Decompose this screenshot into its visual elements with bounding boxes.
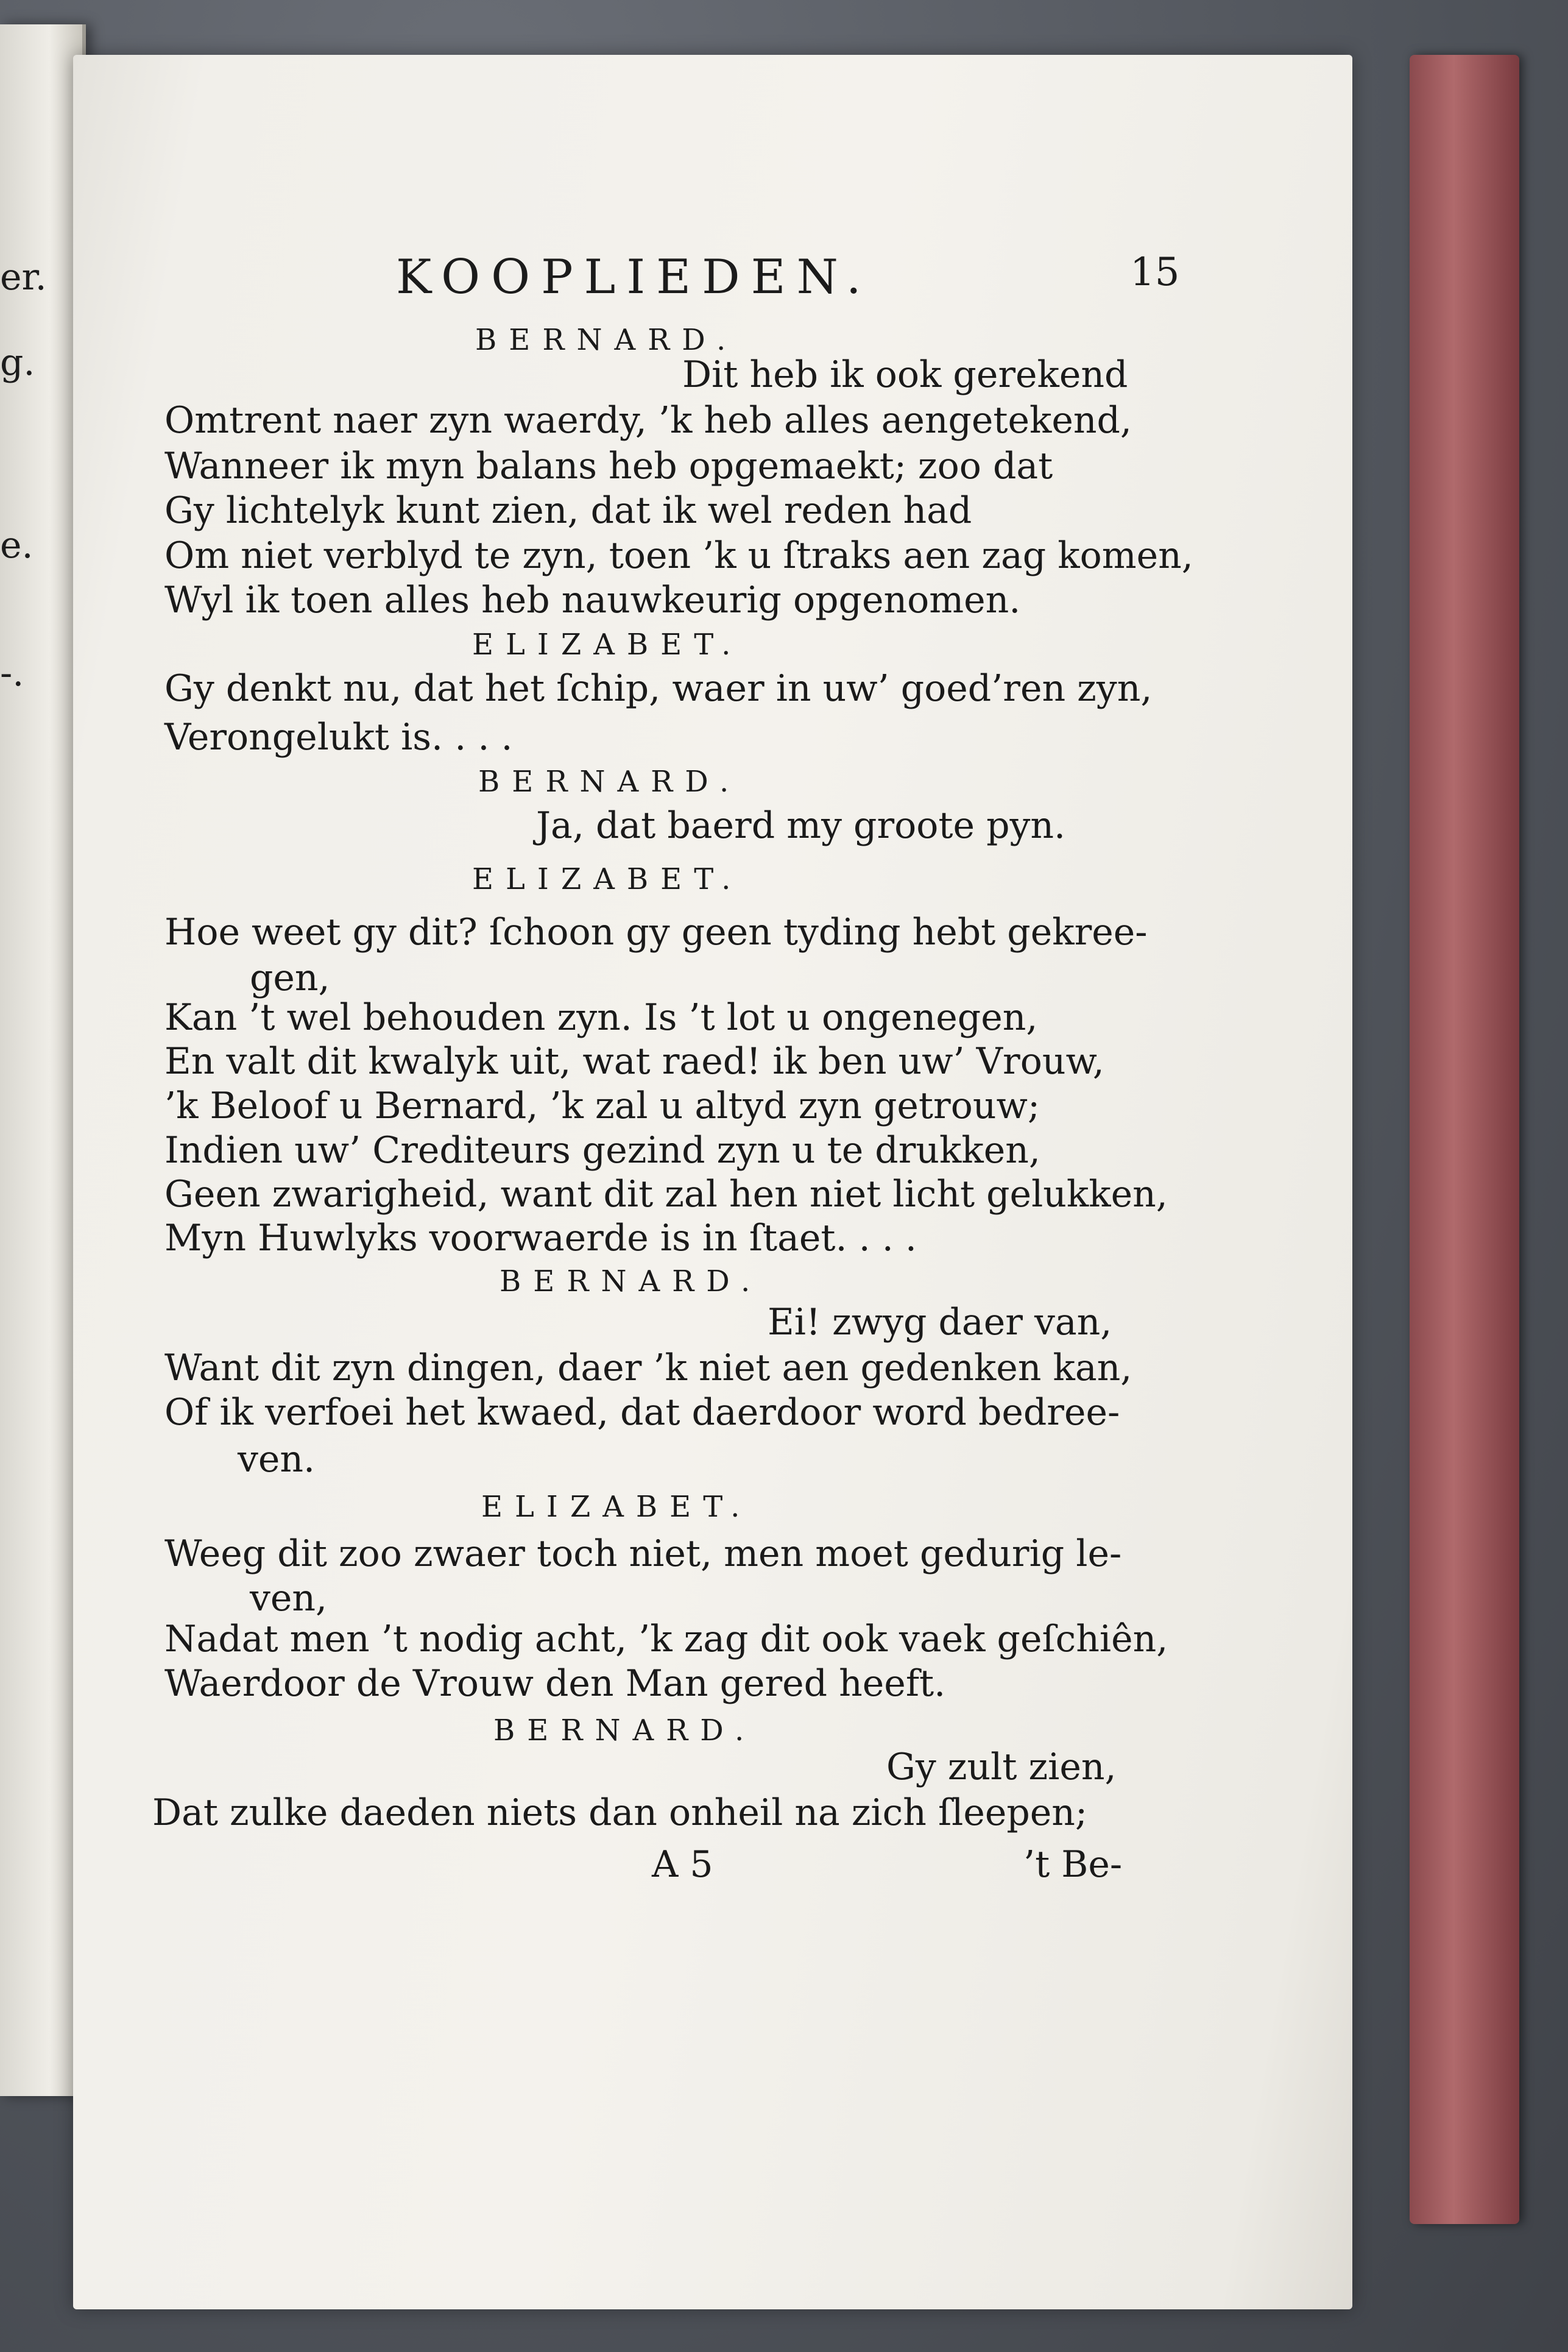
book-cover-edge: [1410, 55, 1519, 2224]
verse-line: Dit heb ik ook gerekend: [682, 353, 1128, 396]
facing-page-fragment: er.: [0, 256, 47, 299]
verse-line: Dat zulke daeden niets dan onheil na zich ſleepen;: [152, 1791, 1088, 1834]
verse-line: Kan ’t wel behouden zyn. Is ’t lot u ongenegen,: [164, 996, 1038, 1039]
verse-line: Gy zult zien,: [886, 1746, 1117, 1788]
speaker-name: BERNARD.: [475, 323, 738, 357]
verse-line: Weeg dit zoo zwaer toch niet, men moet gedurig le-: [164, 1532, 1122, 1575]
speaker-name: BERNARD.: [493, 1713, 757, 1748]
facing-page-fragment: -.: [0, 652, 24, 695]
verse-line: Of ik verfoei het kwaed, dat daerdoor word bedree-: [164, 1391, 1120, 1434]
verse-line: ven.: [238, 1438, 316, 1481]
verse-line: Gy denkt nu, dat het ſchip, waer in uw’ goed’ren zyn,: [164, 667, 1153, 710]
catchword: ’t Be-: [1023, 1843, 1123, 1886]
verse-line: ven,: [250, 1577, 328, 1620]
book-page: [73, 55, 1352, 2309]
facing-page-fragment: e.: [0, 524, 34, 567]
printer-signature: A 5: [652, 1843, 713, 1886]
facing-page-fragment: g.: [0, 341, 35, 384]
speaker-name: ELIZABET.: [472, 628, 743, 662]
verse-line: Nadat men ’t nodig acht, ’k zag dit ook vaek geſchiên,: [164, 1618, 1168, 1660]
verse-line: Verongelukt is. . . .: [164, 716, 513, 759]
verse-line: ’k Beloof u Bernard, ’k zal u altyd zyn getrouw;: [164, 1085, 1040, 1127]
running-title: KOOPLIEDEN.: [396, 250, 872, 305]
verse-line: Geen zwarigheid, want dit zal hen niet licht gelukken,: [164, 1173, 1168, 1216]
verse-line: Wanneer ik myn balans heb opgemaekt; zoo dat: [164, 445, 1053, 487]
speaker-name: BERNARD.: [500, 1264, 763, 1298]
speaker-name: BERNARD.: [478, 765, 741, 799]
speaker-name: ELIZABET.: [481, 1490, 752, 1524]
verse-line: Wyl ik toen alles heb nauwkeurig opgenomen.: [164, 579, 1021, 622]
verse-line: Myn Huwlyks voorwaerde is in ſtaet. . . .: [164, 1217, 917, 1259]
verse-line: Indien uw’ Crediteurs gezind zyn u te drukken,: [164, 1129, 1040, 1172]
verse-line: En valt dit kwalyk uit, wat raed! ik ben uw’ Vrouw,: [164, 1040, 1104, 1083]
verse-line: Om niet verblyd te zyn, toen ’k u ſtraks aen zag komen,: [164, 534, 1193, 577]
verse-line: Hoe weet gy dit? ſchoon gy geen tyding hebt gekree-: [164, 911, 1148, 954]
page-number: 15: [1130, 250, 1180, 295]
verse-line: Ei! zwyg daer van,: [768, 1301, 1112, 1344]
verse-line: gen,: [250, 957, 330, 999]
speaker-name: ELIZABET.: [472, 862, 743, 896]
verse-line: Omtrent naer zyn waerdy, ’k heb alles aengetekend,: [164, 399, 1132, 442]
verse-line: Ja, dat baerd my groote pyn.: [536, 804, 1066, 847]
verse-line: Want dit zyn dingen, daer ’k niet aen gedenken kan,: [164, 1347, 1132, 1389]
verse-line: Gy lichtelyk kunt zien, dat ik wel reden had: [164, 489, 972, 532]
verse-line: Waerdoor de Vrouw den Man gered heeft.: [164, 1662, 946, 1705]
